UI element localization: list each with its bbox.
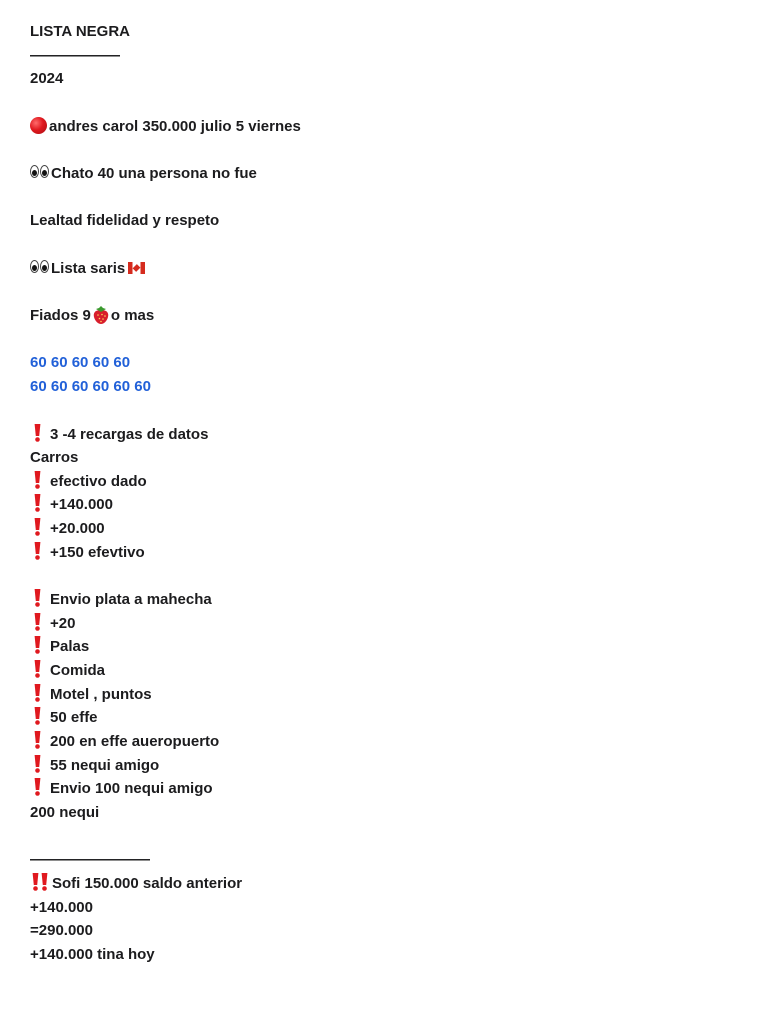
line-envio-plata-text: Envio plata a mahecha: [50, 591, 212, 608]
line-sofi-plus: +140.000: [30, 899, 93, 916]
strawberry-icon: [92, 305, 110, 325]
red-exclamation-icon: [33, 636, 42, 654]
fiados-text-after: o mas: [110, 307, 155, 324]
line-effe-200: [30, 731, 219, 753]
line-sofi: [30, 873, 242, 895]
line-recargas-text: 3 -4 recargas de datos: [50, 426, 209, 443]
red-exclamation-icon: [33, 589, 42, 607]
eyes-icon: [30, 165, 50, 179]
year-text: 2024: [30, 70, 64, 87]
canada-flag-icon: [128, 262, 145, 274]
red-exclamation-icon: [33, 707, 42, 725]
note-title: LISTA NEGRA: [30, 23, 130, 40]
eyes-icon: [30, 260, 50, 274]
line-lealtad: Lealtad fidelidad y respeto: [30, 212, 220, 229]
line-efectivo-dado-text: efectivo dado: [50, 473, 147, 490]
line-envio-100-text: Envio 100 nequi amigo: [50, 780, 213, 797]
line-plus-20-text: +20: [50, 615, 76, 632]
line-lista-saris: [30, 258, 145, 280]
red-exclamation-icon: [33, 424, 42, 442]
divider-bottom: ————————: [30, 851, 150, 868]
line-plus-140: [30, 494, 113, 516]
line-nequi-55: [30, 755, 159, 777]
line-comida: [30, 660, 105, 682]
line-tina: +140.000 tina hoy: [30, 946, 155, 963]
line-nequi-200: 200 nequi: [30, 804, 100, 821]
line-lista-saris-text: Lista saris: [51, 260, 126, 277]
red-exclamation-icon: [33, 755, 42, 773]
line-andres: [30, 116, 301, 138]
line-plus-20000: [30, 518, 105, 540]
line-efectivo-dado: [30, 471, 147, 493]
line-andres-text: andres carol 350.000 julio 5 viernes: [49, 118, 301, 135]
line-plus-140-text: +140.000: [50, 496, 113, 513]
line-motel: [30, 684, 152, 706]
red-exclamation-icon: [33, 660, 42, 678]
number-link-1[interactable]: 60 60 60 60 60: [30, 354, 131, 371]
red-exclamation-icon: [33, 471, 42, 489]
red-exclamation-icon: [33, 778, 42, 796]
line-chato-text: Chato 40 una persona no fue: [51, 165, 257, 182]
red-exclamation-icon: [33, 494, 42, 512]
line-envio-plata: [30, 589, 212, 611]
red-exclamation-icon: [33, 684, 42, 702]
line-effe-200-text: 200 en effe aueropuerto: [50, 733, 220, 750]
red-circle-icon: [30, 117, 47, 134]
divider-top: ——————: [30, 47, 120, 64]
red-exclamation-icon: [33, 542, 42, 560]
line-effe-50-text: 50 effe: [50, 709, 98, 726]
red-exclamation-icon: [33, 613, 42, 631]
line-plus-20000-text: +20.000: [50, 520, 105, 537]
line-fiados: [30, 305, 154, 327]
line-motel-text: Motel , puntos: [50, 686, 152, 703]
line-palas-text: Palas: [50, 638, 90, 655]
line-comida-text: Comida: [50, 662, 106, 679]
line-plus-20: [30, 613, 75, 635]
line-effe-50: [30, 707, 98, 729]
line-plus-150-text: +150 efevtivo: [50, 544, 145, 561]
double-exclamation-icon: [31, 873, 49, 891]
line-sofi-total: =290.000: [30, 922, 93, 939]
line-nequi-55-text: 55 nequi amigo: [50, 757, 160, 774]
line-envio-100: [30, 778, 213, 800]
line-recargas: [30, 424, 208, 446]
line-palas: [30, 636, 89, 658]
line-chato: [30, 163, 257, 185]
line-carros: Carros: [30, 449, 79, 466]
red-exclamation-icon: [33, 518, 42, 536]
red-exclamation-icon: [33, 731, 42, 749]
number-link-2[interactable]: 60 60 60 60 60 60: [30, 378, 151, 395]
line-plus-150: [30, 542, 145, 564]
fiados-text-before: Fiados 9: [30, 307, 91, 324]
line-sofi-text: Sofi 150.000 saldo anterior: [52, 875, 243, 892]
